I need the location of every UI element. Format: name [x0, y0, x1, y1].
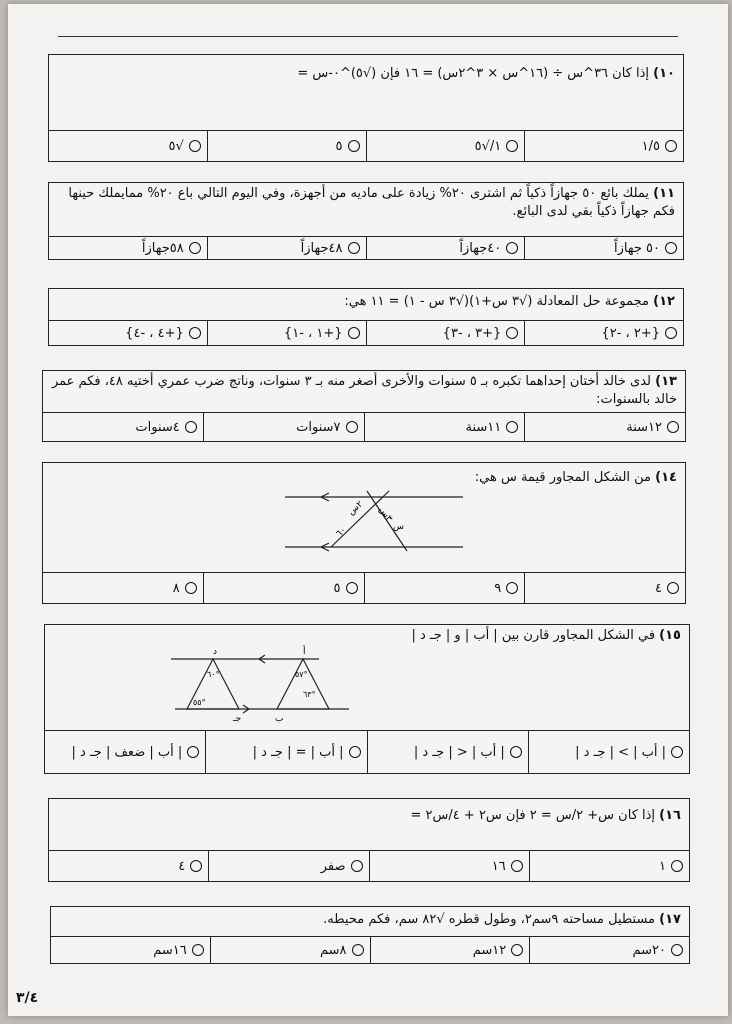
angle-label: ٦٠° [207, 670, 220, 679]
option-c[interactable]: صفر [208, 851, 368, 881]
radio-circle-icon[interactable] [671, 944, 683, 956]
radio-circle-icon[interactable] [506, 421, 518, 433]
angle-label: س [393, 522, 404, 532]
question-stem [45, 625, 689, 645]
question-stem [43, 371, 685, 409]
option-c[interactable]: ٨سم [210, 937, 370, 963]
question-text: مستطيل مساحته ٩سم٢، وطول قطره √٨٢ سم، فكم محيطه. [323, 912, 656, 927]
vertex-label: جـ [233, 714, 242, 723]
radio-circle-icon[interactable] [187, 746, 199, 758]
angle-label: ٣س [376, 504, 394, 524]
radio-circle-icon[interactable] [506, 140, 518, 152]
angle-label: ٥٧° [295, 670, 308, 679]
question-stem [49, 55, 683, 83]
radio-circle-icon[interactable] [189, 327, 201, 339]
radio-circle-icon[interactable] [511, 944, 523, 956]
question-stem [49, 799, 689, 825]
option-a[interactable]: ٢٠سم [529, 937, 689, 963]
radio-circle-icon[interactable] [671, 746, 683, 758]
option-a[interactable]: ١/٥ [524, 131, 683, 161]
option-d[interactable]: ٥٨جهازاً [49, 237, 207, 259]
question-17 [50, 906, 690, 964]
option-c[interactable]: ٤٨جهازاً [207, 237, 366, 259]
radio-circle-icon[interactable] [189, 242, 201, 254]
angle-label: ٦٠ [334, 525, 349, 540]
option-b[interactable]: {+٣ ، -٣} [366, 321, 525, 345]
radio-circle-icon[interactable] [185, 421, 197, 433]
option-c[interactable]: ٧سنوات [203, 413, 364, 441]
question-number: ١٣) [655, 374, 677, 389]
question-14 [42, 462, 686, 604]
option-c[interactable]: {+١ ، -١} [207, 321, 366, 345]
option-d[interactable]: ١٦سم [51, 937, 210, 963]
radio-circle-icon[interactable] [348, 327, 360, 339]
option-b[interactable]: | أب | < | جـ د | [367, 731, 528, 773]
angle-label: ٥٥° [193, 698, 206, 707]
question-text: لدى خالد أختان إحداهما تكبره بـ ٥ سنوات والأخرى أصغر منه بـ ٣ سنوات، وناتج ضرب عمري أختيه ٤٨، فكم عمر خالد بالسنوات: [51, 374, 677, 407]
option-d[interactable]: ٨ [43, 573, 203, 603]
vertex-label: د [213, 647, 218, 657]
question-number: ١٠) [653, 66, 675, 81]
radio-circle-icon[interactable] [667, 421, 679, 433]
radio-circle-icon[interactable] [351, 860, 363, 872]
radio-circle-icon[interactable] [352, 944, 364, 956]
question-number: ١٢) [653, 294, 675, 309]
option-d[interactable]: ٤ [49, 851, 208, 881]
option-a[interactable]: ١٢سنة [524, 413, 685, 441]
question-text: في الشكل المجاور قارن بين | أب | و | جـ د | [411, 628, 656, 643]
option-a[interactable]: ٥٠ جهازاً [524, 237, 683, 259]
radio-circle-icon[interactable] [671, 860, 683, 872]
option-c[interactable]: | أب | = | جـ د | [205, 731, 366, 773]
radio-circle-icon[interactable] [506, 327, 518, 339]
question-16 [48, 798, 690, 882]
radio-circle-icon[interactable] [190, 860, 202, 872]
option-b[interactable]: ٩ [364, 573, 525, 603]
option-a[interactable]: ١ [529, 851, 689, 881]
option-d[interactable]: | أب | ضعف | جـ د | [45, 731, 205, 773]
radio-circle-icon[interactable] [667, 582, 679, 594]
radio-circle-icon[interactable] [192, 944, 204, 956]
question-number: ١٤) [655, 470, 677, 485]
question-13 [42, 370, 686, 442]
question-12 [48, 288, 684, 346]
option-c[interactable]: ٥ [203, 573, 364, 603]
radio-circle-icon[interactable] [189, 140, 201, 152]
option-b[interactable]: ١٦ [369, 851, 529, 881]
option-a[interactable]: {+٢ ، -٢} [524, 321, 683, 345]
vertex-label: أ [303, 647, 306, 657]
radio-circle-icon[interactable] [511, 860, 523, 872]
option-b[interactable]: ١١سنة [364, 413, 525, 441]
option-d[interactable]: ٤سنوات [43, 413, 203, 441]
question-number: ١٥) [659, 628, 681, 643]
question-15 [44, 624, 690, 774]
question-number: ١٦) [659, 808, 681, 823]
vertex-label: ب [275, 714, 284, 723]
option-a[interactable]: | أب | > | جـ د | [528, 731, 689, 773]
question-text: من الشكل المجاور قيمة س هي: [474, 470, 652, 485]
radio-circle-icon[interactable] [348, 242, 360, 254]
question-stem [49, 183, 683, 221]
angle-label: ٢س [346, 499, 366, 518]
radio-circle-icon[interactable] [349, 746, 361, 758]
option-b[interactable]: ١٢سم [370, 937, 530, 963]
question-text: مجموعة حل المعادلة (√٣ س+١)(√٣ س - ١) = ١١ هي: [344, 294, 650, 309]
question-stem [51, 907, 689, 929]
top-rule [58, 36, 678, 37]
question-text: إذا كان ٣٦^س ÷ (١٦^س × ٣^٢س) = ١٦ فإن (√٥)^٠-س = [297, 66, 650, 81]
radio-circle-icon[interactable] [185, 582, 197, 594]
radio-circle-icon[interactable] [346, 582, 358, 594]
question-stem [49, 289, 683, 311]
option-b[interactable]: ١/√٥ [366, 131, 525, 161]
option-a[interactable]: ٤ [524, 573, 685, 603]
radio-circle-icon[interactable] [348, 140, 360, 152]
question-text: إذا كان س+ ٢/س = ٢ فإن س٢ + ٤/س٢ = [410, 808, 656, 823]
radio-circle-icon[interactable] [665, 242, 677, 254]
radio-circle-icon[interactable] [665, 140, 677, 152]
option-d[interactable]: {+٤ ، -٤} [49, 321, 207, 345]
question-number: ١١) [653, 186, 675, 201]
page-number: ٣/٤ [16, 990, 39, 1006]
radio-circle-icon[interactable] [506, 582, 518, 594]
question-number: ١٧) [659, 912, 681, 927]
radio-circle-icon[interactable] [506, 242, 518, 254]
option-d[interactable]: √٥ [49, 131, 207, 161]
question-stem [43, 463, 685, 487]
radio-circle-icon[interactable] [510, 746, 522, 758]
angle-label: ٦٣° [303, 690, 316, 699]
parallel-lines-figure [281, 489, 467, 555]
triangles-figure [169, 645, 353, 723]
question-11 [48, 182, 684, 260]
option-b[interactable]: ٤٠جهازاً [366, 237, 525, 259]
option-c[interactable]: ٥ [207, 131, 366, 161]
question-text: يملك بائع ٥٠ جهازاً ذكياً ثم اشترى ٢٠% زيادة على ماديه من أجهزة، وفي اليوم التالي باع ٢٠% ممايملك حينها فكم جهازاً ذكياً بقي لدى البائع. [68, 186, 675, 219]
question-10 [48, 54, 684, 162]
radio-circle-icon[interactable] [665, 327, 677, 339]
radio-circle-icon[interactable] [346, 421, 358, 433]
